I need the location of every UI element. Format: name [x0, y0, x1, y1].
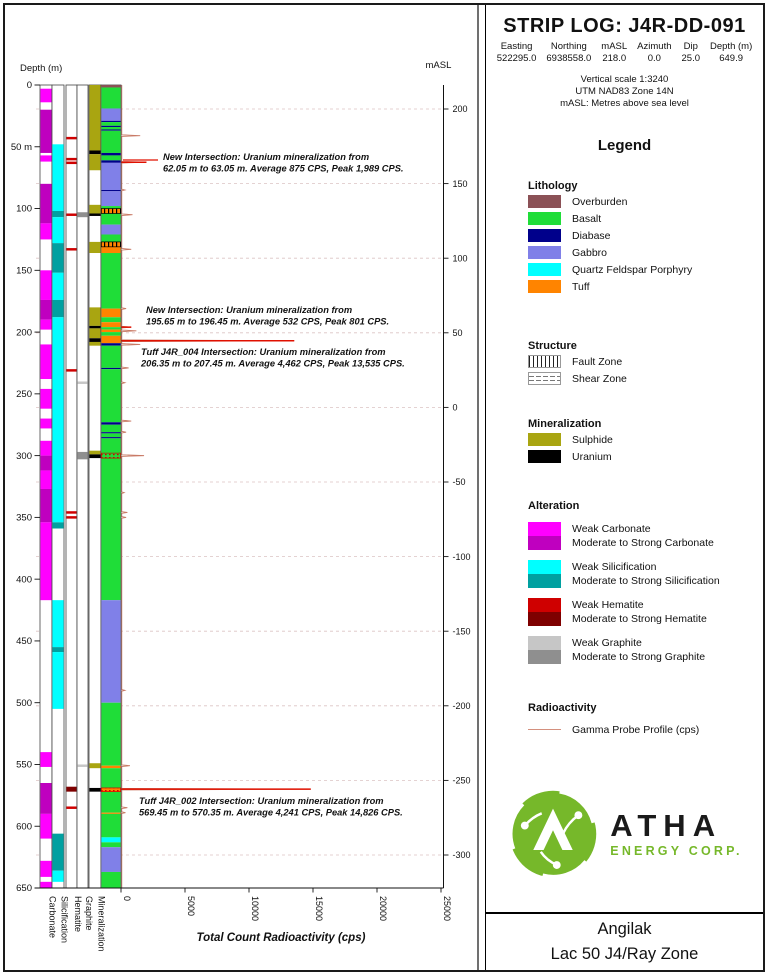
- depth-tick-label: 650: [16, 883, 32, 895]
- collar-field-value: 25.0: [681, 53, 700, 64]
- depth-tick-label: 250: [16, 389, 32, 401]
- intersection-annotation-line2: 195.65 m to 196.45 m. Average 532 CPS, Peak 801 CPS.: [146, 316, 390, 327]
- graphite-interval: [77, 212, 87, 217]
- mineralization-interval: [89, 338, 100, 342]
- lithology-interval: [101, 247, 120, 253]
- silicification-interval: [52, 217, 63, 243]
- hematite-interval: [66, 137, 76, 139]
- graphite-interval: [77, 381, 87, 383]
- mineralization-interval: [89, 242, 100, 253]
- legend-item: [528, 432, 755, 447]
- mineralization-interval: [89, 454, 100, 458]
- lithology-interval: [101, 129, 120, 130]
- swatch-icon: [528, 246, 561, 259]
- carbonate-interval: [40, 389, 51, 409]
- cps-tick-label: 10000: [250, 896, 260, 922]
- mineralization-interval: [89, 154, 100, 170]
- legend-alteration-title: Alteration: [528, 500, 580, 512]
- lithology-interval: [101, 842, 120, 847]
- carbonate-interval: [40, 419, 51, 429]
- lithology-interval: [101, 332, 120, 336]
- carbonate-interval: [40, 320, 51, 330]
- lithology-interval: [101, 253, 120, 309]
- note-line: UTM NAD83 Zone 14N: [575, 86, 674, 97]
- hematite-interval: [66, 787, 76, 792]
- project-name: Angilak: [597, 920, 652, 938]
- carbonate-interval: [40, 752, 51, 767]
- lithology-interval: [101, 433, 120, 437]
- legend-item: [528, 449, 755, 464]
- legend-item: [528, 211, 755, 226]
- collar-info-table: [494, 41, 755, 65]
- lithology-interval: [101, 792, 120, 813]
- depth-tick-label: 600: [16, 821, 32, 833]
- intersection-annotation-line2: 206.35 m to 207.45 m. Average 4,462 CPS, Peak 13,535 CPS.: [141, 358, 405, 369]
- lithology-interval: [101, 872, 120, 888]
- hematite-interval: [66, 369, 76, 371]
- carbonate-interval: [40, 270, 51, 300]
- carbonate-interval: [40, 89, 51, 103]
- masl-tick-label: 50: [452, 328, 463, 338]
- legend-item: [528, 560, 755, 588]
- legend-item-label: Basalt: [572, 212, 602, 225]
- fault-icon: [528, 355, 561, 368]
- depth-tick-label: 400: [16, 574, 32, 586]
- mineralization-interval: [89, 326, 100, 328]
- collar-field-label: Easting: [500, 41, 533, 52]
- legend-item-label: [572, 598, 707, 626]
- collar-field: [601, 41, 627, 65]
- page-title: STRIP LOG: J4R-DD-091: [503, 15, 746, 37]
- lithology-interval: [101, 317, 120, 322]
- lithology-interval: [101, 703, 120, 766]
- collar-field-label: Northing: [550, 41, 587, 52]
- collar-field-value: 6938558.0: [546, 53, 592, 64]
- swatch-icon: [528, 280, 561, 293]
- silicification-interval: [52, 243, 63, 273]
- lithology-interval: [101, 126, 120, 127]
- legend-item: [528, 371, 755, 386]
- gamma-line-icon: [528, 729, 561, 730]
- depth-tick-label: 500: [16, 697, 32, 709]
- lithology-interval: [101, 191, 120, 206]
- lithology-interval: [101, 837, 120, 842]
- carbonate-interval: [40, 814, 51, 839]
- lithology-interval: [101, 369, 120, 422]
- track-label-hematite: Hematite: [73, 896, 83, 933]
- carbonate-interval: [40, 861, 51, 877]
- depth-tick-label: 150: [16, 265, 32, 277]
- carbonate-interval: [40, 344, 51, 379]
- legend-item: [528, 245, 755, 260]
- cps-axis-title: Total Count Radioactivity (cps): [196, 932, 366, 945]
- legend-item-label: Gabbro: [572, 246, 608, 259]
- legend-item-label: [572, 522, 714, 550]
- structure-overlay-fault: [101, 209, 120, 214]
- silicification-interval: [52, 600, 63, 647]
- hematite-interval: [66, 213, 76, 215]
- carbonate-interval: [40, 155, 51, 161]
- legend-item-label: Tuff: [572, 280, 590, 293]
- collar-field: [637, 41, 671, 65]
- depth-tick-label: 300: [16, 450, 32, 462]
- carbonate-interval: [40, 456, 51, 471]
- track-label-silicification: Silicification: [59, 896, 70, 944]
- track-label-carbonate: Carbonate: [47, 896, 58, 939]
- mineralization-interval: [89, 342, 100, 346]
- intersection-annotation-line1: Tuff J4R_002 Intersection: Uranium mineralization from: [139, 796, 384, 806]
- depth-tick-label: 50 m: [10, 141, 32, 153]
- lithology-interval: [101, 322, 120, 327]
- silicification-interval: [52, 647, 63, 652]
- carbonate-interval: [40, 441, 51, 456]
- cps-tick-label: 15000: [314, 896, 324, 922]
- masl-tick-label: -50: [452, 477, 466, 488]
- swatch-icon: [528, 195, 561, 208]
- masl-tick-label: 0: [452, 402, 458, 413]
- silicification-interval: [52, 211, 63, 217]
- depth-tick-label: 100: [16, 203, 32, 215]
- note-line: mASL: Metres above sea level: [560, 98, 689, 109]
- mineralization-interval: [89, 763, 100, 768]
- lithology-interval: [101, 206, 120, 208]
- weak-label: Weak Carbonate: [572, 523, 651, 535]
- atha-logo-icon: [506, 787, 600, 881]
- lithology-interval: [101, 432, 120, 433]
- depth-tick-label: 550: [16, 759, 32, 771]
- strong-label: Moderate to Strong Silicification: [572, 575, 720, 587]
- legend-item-label: [572, 560, 720, 588]
- graphite-interval: [77, 452, 87, 459]
- track-label-graphite: Graphite: [84, 896, 94, 931]
- lithology-interval: [101, 213, 120, 224]
- legend-item-label: Uranium: [572, 450, 612, 463]
- silicification-interval: [52, 522, 63, 528]
- carbonate-interval: [40, 184, 51, 224]
- collar-field-value: 218.0: [602, 53, 627, 64]
- lithology-interval: [101, 438, 120, 600]
- shear-icon: [528, 372, 561, 385]
- legend-radioactivity: [528, 702, 755, 737]
- lithology-interval: [101, 122, 120, 126]
- collar-field: [497, 41, 537, 65]
- masl-tick-label: 100: [452, 253, 468, 264]
- lithology-interval: [101, 153, 120, 155]
- lithology-interval: [101, 163, 120, 190]
- legend-item-label: Fault Zone: [572, 355, 623, 368]
- title-block: [486, 912, 763, 970]
- intersection-annotation-line2: 569.45 m to 570.35 m. Average 4,241 CPS, Peak 14,826 CPS.: [139, 807, 403, 818]
- legend-item: [528, 262, 755, 277]
- alteration-swatch-icon: [528, 522, 561, 550]
- alteration-swatch-icon: [528, 598, 561, 626]
- company-logo: [494, 787, 755, 881]
- structure-overlay-uranium_zone: [101, 788, 120, 792]
- mineralization-interval: [89, 788, 100, 792]
- legend-title: Legend: [597, 137, 652, 154]
- carbonate-interval: [40, 223, 51, 239]
- cps-tick-label: 0: [122, 896, 132, 902]
- lithology-interval: [101, 437, 120, 438]
- structure-overlay-fault: [101, 242, 120, 247]
- mineralization-interval: [89, 85, 100, 150]
- masl-tick-label: -300: [452, 850, 471, 861]
- intersection-annotation-line1: Tuff J4R_004 Intersection: Uranium mineralization from: [141, 347, 386, 357]
- cps-tick-label: 25000: [442, 896, 452, 922]
- logo-name: ATHA: [610, 808, 723, 843]
- carbonate-interval: [40, 783, 51, 814]
- legend-item: [528, 636, 755, 664]
- carbonate-interval: [40, 110, 51, 153]
- collar-field-label: Azimuth: [637, 41, 672, 52]
- lithology-interval: [101, 234, 120, 241]
- swatch-icon: [528, 263, 561, 276]
- legend-mineralization-title: Mineralization: [528, 418, 602, 430]
- collar-field-label: Dip: [683, 41, 698, 52]
- swatch-icon: [528, 450, 561, 463]
- depth-tick-label: 0: [26, 80, 32, 92]
- lithology-interval: [101, 425, 120, 432]
- note-line: Vertical scale 1:3240: [580, 74, 669, 85]
- strong-label: Moderate to Strong Carbonate: [572, 537, 714, 549]
- legend-item: [528, 722, 755, 737]
- carbonate-interval: [40, 522, 51, 600]
- silicification-interval: [52, 317, 63, 522]
- legend-item: [528, 279, 755, 294]
- legend-item: [528, 194, 755, 209]
- legend-alteration: [528, 500, 755, 664]
- lithology-interval: [101, 343, 120, 345]
- mineralization-interval: [89, 150, 100, 154]
- hematite-interval: [66, 158, 76, 160]
- legend-item: [528, 598, 755, 626]
- masl-axis-title: mASL: [425, 60, 452, 71]
- silicification-interval: [52, 871, 63, 882]
- collar-field-value: 522295.0: [496, 53, 537, 64]
- lithology-interval: [101, 768, 120, 788]
- intersection-annotation-line1: New Intersection: Uranium mineralization from: [163, 152, 370, 162]
- legend-item-label: [572, 636, 705, 664]
- hematite-interval: [66, 516, 76, 518]
- legend-structure: [528, 340, 755, 386]
- masl-tick-label: 150: [452, 178, 468, 189]
- silicification-interval: [52, 834, 63, 871]
- lithology-interval: [101, 814, 120, 837]
- collar-field: [682, 41, 701, 65]
- map-notes: [494, 74, 755, 110]
- mineralization-interval: [89, 328, 100, 338]
- lithology-interval: [101, 336, 120, 343]
- lithology-interval: [101, 127, 120, 129]
- carbonate-interval: [40, 470, 51, 489]
- legend-item: [528, 522, 755, 550]
- swatch-icon: [528, 212, 561, 225]
- gamma-profile: [122, 85, 311, 888]
- swatch-icon: [528, 229, 561, 242]
- masl-tick-label: 200: [452, 104, 468, 115]
- legend-item-label: Gamma Probe Profile (cps): [572, 723, 700, 736]
- legend-mineralization: [528, 418, 755, 464]
- depth-tick-label: 450: [16, 636, 32, 648]
- mineralization-interval: [89, 205, 100, 214]
- masl-tick-label: -100: [452, 551, 471, 562]
- hematite-interval: [66, 806, 76, 808]
- hematite-interval: [66, 511, 76, 513]
- intersection-annotation-line2: 62.05 m to 63.05 m. Average 875 CPS, Peak 1,989 CPS.: [163, 163, 404, 174]
- lithology-interval: [101, 422, 120, 424]
- depth-tick-label: 200: [16, 327, 32, 339]
- logo-subtitle: ENERGY CORP.: [610, 844, 743, 858]
- carbonate-interval: [40, 300, 51, 320]
- lithology-interval: [101, 108, 120, 120]
- collar-field-label: mASL: [601, 41, 628, 52]
- masl-tick-label: -200: [452, 701, 471, 711]
- lithology-interval: [101, 327, 120, 329]
- mineralization-interval: [89, 451, 100, 455]
- info-panel: [485, 5, 763, 970]
- lithology-interval: [101, 813, 120, 814]
- legend-structure-title: Structure: [528, 340, 577, 352]
- lithology-interval: [101, 155, 120, 160]
- silicification-interval: [52, 273, 63, 300]
- lithology-interval: [101, 190, 120, 191]
- lithology-interval: [101, 368, 120, 369]
- weak-label: Weak Hematite: [572, 599, 644, 611]
- carbonate-interval: [40, 882, 51, 888]
- legend-item-label: Sulphide: [572, 433, 613, 446]
- lithology-interval: [101, 766, 120, 768]
- mineralization-interval: [89, 213, 100, 215]
- strong-label: Moderate to Strong Hematite: [572, 613, 707, 625]
- masl-tick-label: -250: [452, 775, 471, 786]
- lithology-interval: [101, 847, 120, 872]
- zone-name: Lac 50 J4/Ray Zone: [550, 945, 699, 963]
- strong-label: Moderate to Strong Graphite: [572, 651, 706, 663]
- depth-tick-label: 350: [16, 512, 32, 524]
- alteration-swatch-icon: [528, 560, 561, 588]
- legend-item-label: Quartz Feldspar Porphyry: [572, 263, 693, 276]
- silicification-interval: [52, 652, 63, 709]
- graphite-interval: [77, 764, 87, 766]
- lithology-interval: [101, 346, 120, 368]
- weak-label: Weak Silicification: [572, 561, 657, 573]
- depth-axis-title: Depth (m): [20, 63, 63, 74]
- swatch-icon: [528, 433, 561, 446]
- collar-field: [710, 41, 752, 65]
- cps-tick-label: 20000: [378, 896, 388, 922]
- legend-item-label: Overburden: [572, 195, 628, 208]
- lithology-interval: [101, 87, 120, 108]
- carbonate-interval: [40, 489, 51, 522]
- lithology-interval: [101, 225, 120, 235]
- legend-lithology: [528, 180, 755, 294]
- intersection-annotation-line1: New Intersection: Uranium mineralization from: [146, 305, 353, 315]
- legend-item-label: Diabase: [572, 229, 611, 242]
- track-hematite: [66, 85, 77, 888]
- lithology-interval: [101, 160, 120, 162]
- silicification-interval: [52, 300, 63, 317]
- lithology-interval: [101, 330, 120, 332]
- hematite-interval: [66, 248, 76, 250]
- legend-item: [528, 228, 755, 243]
- collar-field-label: Depth (m): [710, 41, 753, 52]
- alteration-swatch-icon: [528, 636, 561, 664]
- structure-overlay-uranium_zone: [101, 453, 120, 458]
- lithology-interval: [101, 309, 120, 318]
- collar-field-value: 0.0: [647, 53, 661, 64]
- legend-lithology-title: Lithology: [528, 180, 578, 192]
- lithology-interval: [101, 131, 120, 153]
- legend-item: [528, 354, 755, 369]
- hematite-interval: [66, 162, 76, 164]
- track-label-mineralization: Mineralization: [96, 896, 107, 952]
- collar-field: [546, 41, 591, 65]
- masl-tick-label: -150: [452, 626, 471, 637]
- legend-item-label: Shear Zone: [572, 372, 627, 385]
- collar-field-value: 649.9: [719, 53, 743, 64]
- weak-label: Weak Graphite: [572, 637, 642, 649]
- track-graphite: [77, 85, 88, 888]
- legend-radioactivity-title: Radioactivity: [528, 702, 597, 714]
- silicification-interval: [52, 144, 63, 211]
- lithology-interval: [101, 121, 120, 122]
- lithology-interval: [101, 600, 120, 703]
- lithology-interval: [101, 85, 120, 87]
- cps-tick-label: 5000: [186, 896, 196, 917]
- mineralization-interval: [89, 307, 100, 326]
